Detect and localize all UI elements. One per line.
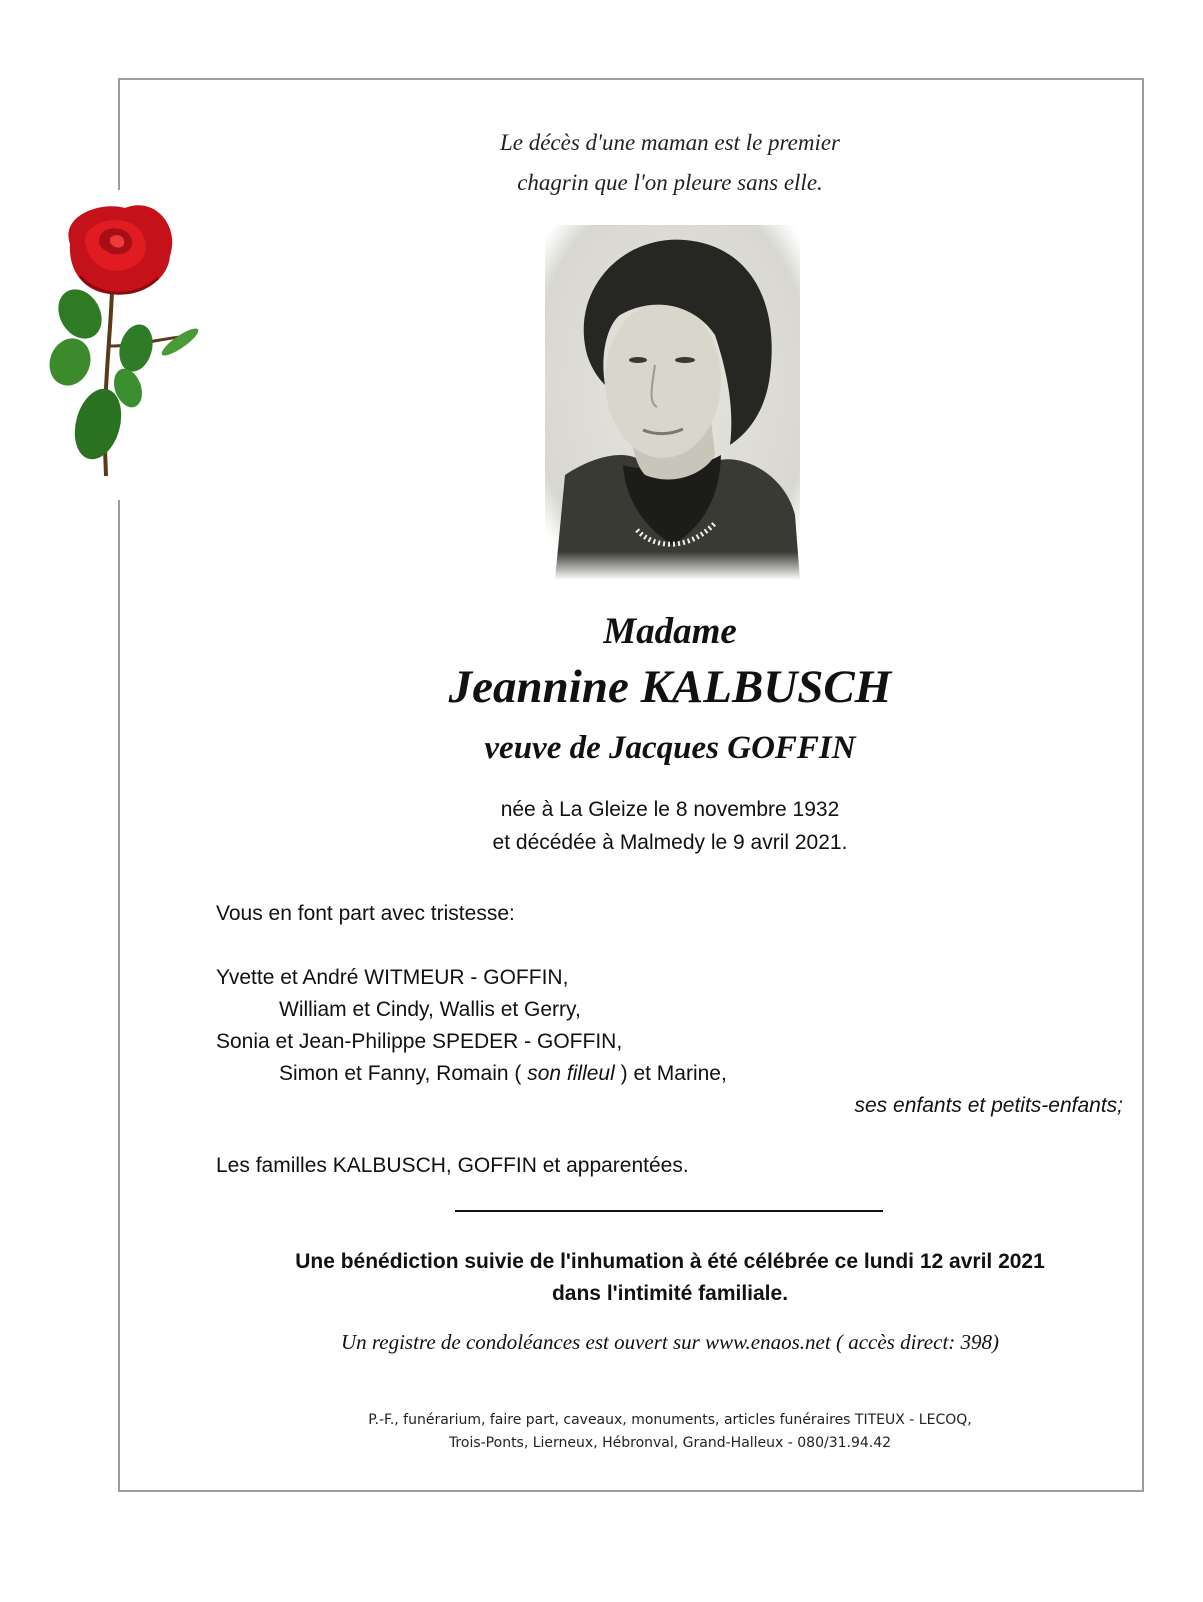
quote-line-1: Le décès d'une maman est le premier (499, 130, 841, 155)
condolence-registry: Un registre de condoléances est ouvert sur www.enaos.net ( accès direct: 398) (340, 1330, 1000, 1354)
death-info: et décédée à Malmedy le 9 avril 2021. (492, 831, 848, 854)
deceased-name: Jeannine KALBUSCH (448, 661, 892, 713)
portrait-photo (545, 225, 800, 580)
family-line-4-start: Simon et Fanny, Romain ( (279, 1062, 528, 1085)
red-rose-icon (40, 196, 210, 496)
family-line-4 (279, 1062, 727, 1086)
widow-of: veuve de Jacques GOFFIN (484, 730, 856, 766)
separator-line (455, 1210, 883, 1212)
family-line-3: Sonia et Jean-Philippe SPEDER - GOFFIN, (216, 1030, 623, 1053)
title: Madame (603, 611, 737, 652)
birth-info: née à La Gleize le 8 novembre 1932 (500, 798, 840, 821)
families-line: Les familles KALBUSCH, GOFFIN et apparentées. (216, 1154, 689, 1177)
godson-note: son filleul (527, 1062, 615, 1085)
family-line-4-end: ) et Marine, (614, 1062, 727, 1085)
funeral-home-line-2: Trois-Ponts, Lierneux, Hébronval, Grand-Halleux - 080/31.94.42 (448, 1435, 892, 1451)
family-line-2: William et Cindy, Wallis et Gerry, (279, 998, 581, 1021)
ceremony-line-1: Une bénédiction suivie de l'inhumation à été célébrée ce lundi 12 avril 2021 (295, 1250, 1045, 1273)
funeral-home-line-1: P.-F., funérarium, faire part, caveaux, monuments, articles funéraires TITEUX - LECOQ, (368, 1412, 972, 1428)
family-line-1: Yvette et André WITMEUR - GOFFIN, (216, 966, 569, 989)
quote-line-2: chagrin que l'on pleure sans elle. (517, 170, 823, 195)
announcement-intro: Vous en font part avec tristesse: (216, 902, 515, 925)
relation-note: ses enfants et petits-enfants; (854, 1094, 1123, 1117)
ceremony-line-2: dans l'intimité familiale. (551, 1282, 789, 1305)
